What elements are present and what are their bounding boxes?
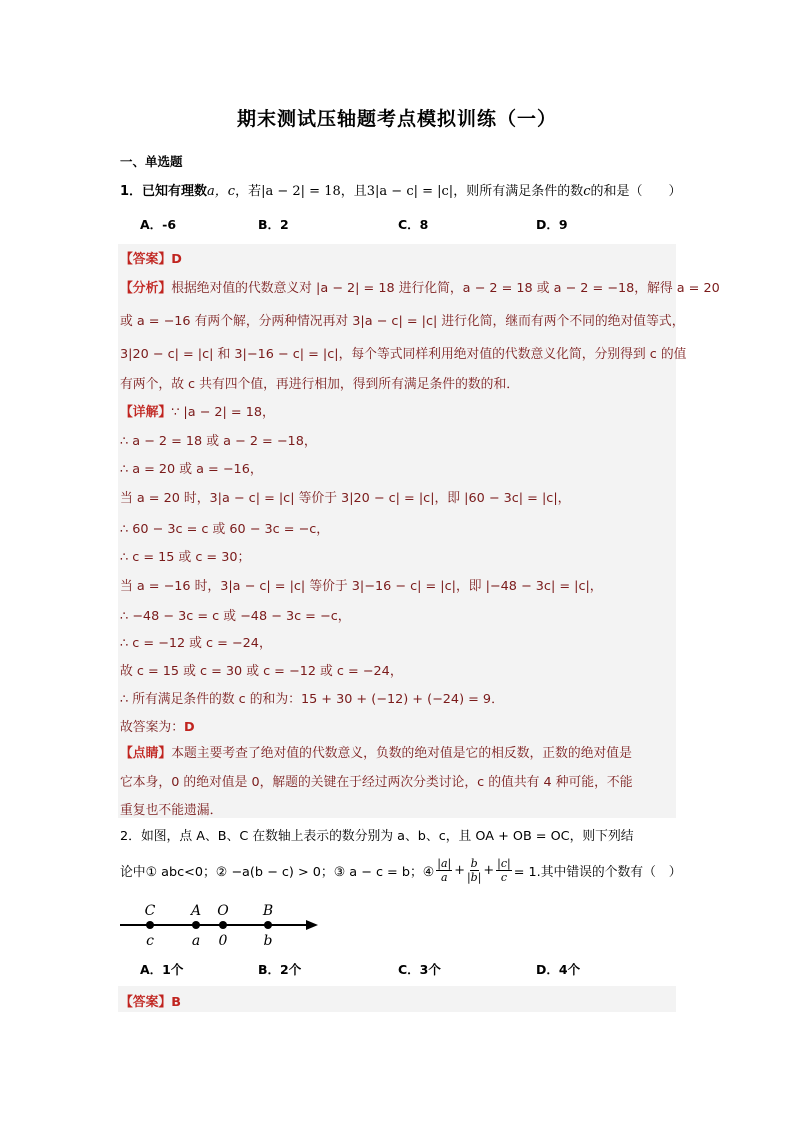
answer-tag: 【答案】 xyxy=(120,995,172,1010)
q1-detail-line: ∴ c = 15 或 c = 30； xyxy=(120,550,251,565)
q1-end: 的和是（ ） xyxy=(590,184,682,199)
q1-detail-line: ∴ c = −12 或 c = −24， xyxy=(120,636,272,651)
point-label: C xyxy=(144,903,156,919)
fraction-numerator: b xyxy=(470,856,478,870)
q2-answer xyxy=(120,991,181,1010)
q1-detail-line: ∴ a = 20 或 a = −16， xyxy=(120,462,263,477)
fraction-denominator: |b| xyxy=(466,870,482,884)
fraction-numerator: |c| xyxy=(497,856,511,870)
q2-option-c[interactable]: C．3个 xyxy=(398,962,441,977)
q1-option-b[interactable]: B．2 xyxy=(258,217,289,232)
q1-option-a[interactable]: A．-6 xyxy=(140,217,177,232)
comment-tag: 【点睛】 xyxy=(120,746,172,761)
q1-condition-2: 3|a − c| = |c| xyxy=(366,184,454,199)
q1-detail-line: 当 a = 20 时，3|a − c| = |c| 等价于 3|20 − c| = |c|，即 |60 − 3c| = |c|， xyxy=(120,491,571,506)
q1-final-answer xyxy=(120,716,195,735)
point-label: A xyxy=(190,903,202,919)
q1-comment-line: 它本身，0 的绝对值是 0，解题的关键在于经过两次分类讨论，c 的值共有 4 种可能，不能 xyxy=(120,775,633,790)
section-heading: 一、单选题 xyxy=(120,154,183,169)
point-value-label: b xyxy=(263,933,273,949)
q1-condition-1: |a − 2| = 18 xyxy=(261,184,341,199)
q1-vars: a，c xyxy=(207,184,236,199)
q1-stem-prefix: 1．已知有理数 xyxy=(120,184,208,199)
fraction-numerator: |a| xyxy=(437,856,452,870)
point-value-label: 0 xyxy=(218,933,228,949)
point-label: O xyxy=(217,903,229,919)
plus-sign: + xyxy=(454,862,465,878)
analysis-tag: 【分析】 xyxy=(120,281,172,296)
q1-and: ，且 xyxy=(340,184,367,199)
plus-sign: + xyxy=(483,862,495,878)
q2-line2-prefix: 论中① abc<0；② −a(b − c) > 0；③ a − c = b；④ xyxy=(120,864,435,880)
point-value-label: c xyxy=(146,933,154,949)
answer-box-2 xyxy=(118,986,676,1012)
q1-analysis-line: 有两个，故 c 共有四个值，再进行相加，得到所有满足条件的数的和． xyxy=(120,377,520,392)
q1-detail-line: ∴ 所有满足条件的数 c 的和为：15 + 30 + (−12) + (−24) = 9． xyxy=(120,692,504,707)
number-line-point xyxy=(264,921,272,929)
number-line-point xyxy=(219,921,227,929)
q1-detail-line: ∴ −48 − 3c = c 或 −48 − 3c = −c， xyxy=(120,609,351,624)
answer-value: B xyxy=(171,995,181,1010)
q1-analysis-line xyxy=(120,277,720,296)
q2-option-d[interactable]: D．4个 xyxy=(536,962,581,977)
q2-fraction-2 xyxy=(467,857,481,884)
final-value: D xyxy=(183,720,195,735)
q1-detail-line: ∴ 60 − 3c = c 或 60 − 3c = −c， xyxy=(120,522,330,537)
q1-comment-line xyxy=(120,742,632,761)
q1-suffix: ，则所有满足条件的数 xyxy=(453,184,584,199)
q2-line2-suffix: = 1.其中错误的个数有（ ） xyxy=(513,864,682,880)
question-1-stem xyxy=(120,180,682,199)
page-title: 期末测试压轴题考点模拟训练（一） xyxy=(236,108,557,130)
number-line-point xyxy=(192,921,200,929)
q1-comment-line: 重复也不能遗漏． xyxy=(120,803,223,818)
detail-tag: 【详解】 xyxy=(120,405,172,420)
q1-answer xyxy=(120,248,182,267)
q1-option-d[interactable]: D．9 xyxy=(536,217,568,232)
final-prefix: 故答案为： xyxy=(120,720,184,735)
q2-option-b[interactable]: B．2个 xyxy=(258,962,302,977)
q1-detail-line xyxy=(120,401,275,420)
answer-tag: 【答案】 xyxy=(120,252,172,267)
q1-analysis-line: 或 a = −16 有两个解，分两种情况再对 3|a − c| = |c| 进行化简，继而有两个不同的绝对值等式， xyxy=(120,314,685,329)
point-label: B xyxy=(262,903,274,919)
number-line-arrow xyxy=(306,920,318,930)
q1-option-c[interactable]: C．8 xyxy=(398,217,429,232)
q1-detail-line: 故 c = 15 或 c = 30 或 c = −12 或 c = −24， xyxy=(120,664,403,679)
q1-detail-line: 当 a = −16 时，3|a − c| = |c| 等价于 3|−16 − c| = |c|，即 |−48 − 3c| = |c|， xyxy=(120,579,603,594)
q2-fraction-1 xyxy=(436,857,452,884)
q1-detail-line: ∴ a − 2 = 18 或 a − 2 = −18， xyxy=(120,434,317,449)
comment-text: 本题主要考查了绝对值的代数意义，负数的绝对值是它的相反数，正数的绝对值是 xyxy=(171,746,632,761)
question-2-stem: 2．如图，点 A、B、C 在数轴上表示的数分别为 a、b、c，且 OA + OB = OC，则下列结 xyxy=(120,829,634,844)
fraction-denominator: c xyxy=(500,870,508,884)
q1-if: ，若 xyxy=(235,184,262,199)
q1-analysis-line: 3|20 − c| = |c| 和 3|−16 − c| = |c|，每个等式同样利用绝对值的代数意义化简，分别得到 c 的值 xyxy=(120,347,687,362)
q2-option-a[interactable]: A．1个 xyxy=(140,962,184,977)
number-line-point xyxy=(146,921,154,929)
analysis-text: 根据绝对值的代数意义对 |a − 2| = 18 进行化简，a − 2 = 18 或 a − 2 = −18，解得 a = 20 xyxy=(171,281,720,296)
number-line-diagram xyxy=(118,900,328,950)
detail-text: ∵ |a − 2| = 18， xyxy=(171,405,275,420)
fraction-denominator: a xyxy=(440,870,448,884)
q2-fraction-3 xyxy=(496,857,512,884)
answer-value: D xyxy=(171,252,182,267)
question-2-conclusions xyxy=(120,850,682,890)
point-value-label: a xyxy=(191,933,201,949)
q1-var-c: c xyxy=(583,184,591,199)
